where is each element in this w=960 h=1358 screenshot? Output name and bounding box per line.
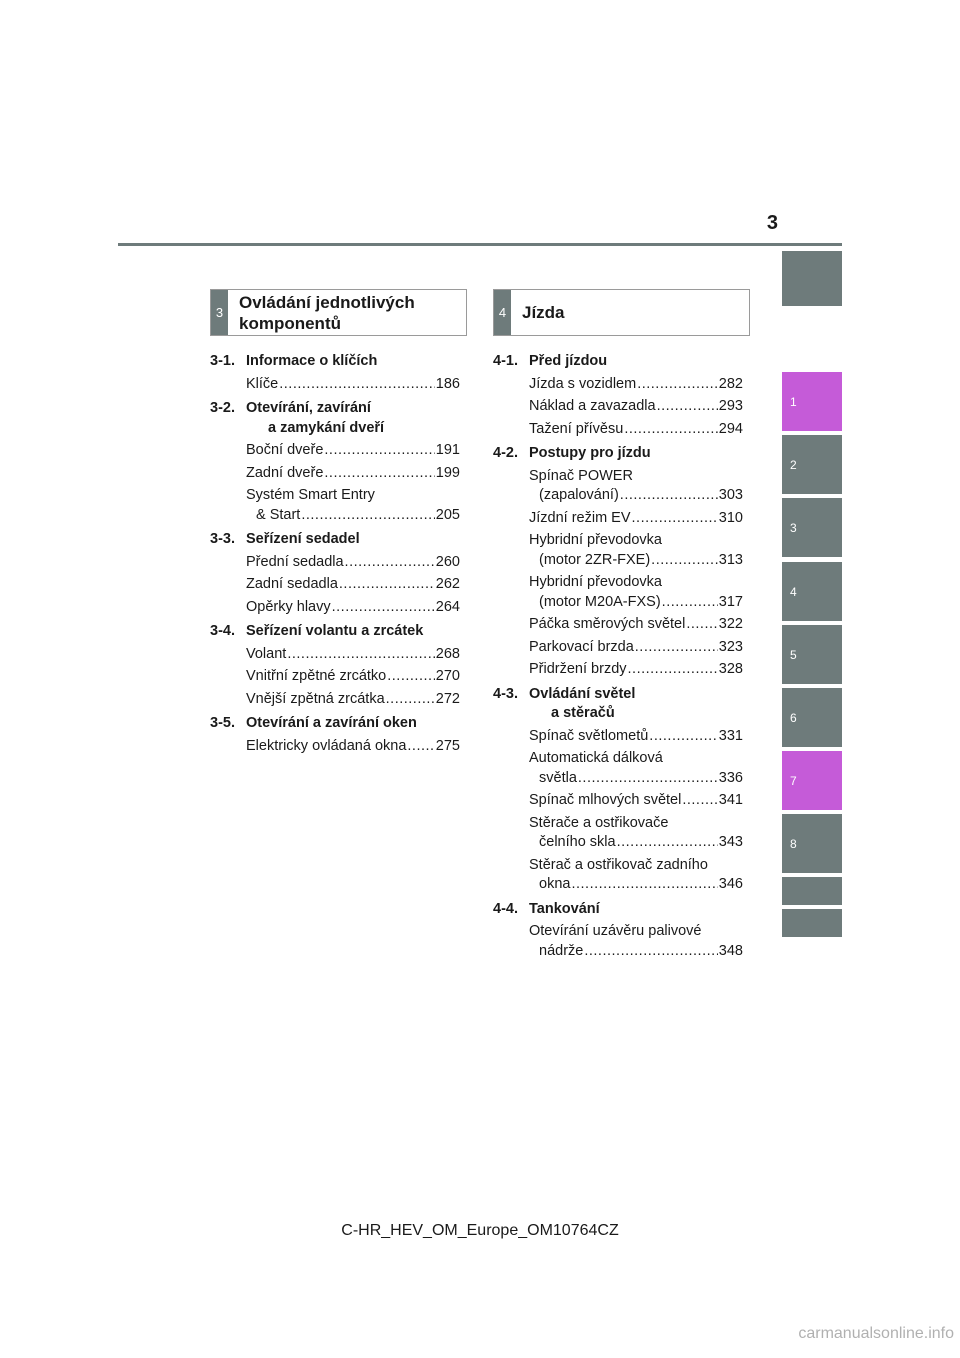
toc-column-4 xyxy=(493,352,743,966)
dot-leader xyxy=(324,441,434,461)
toc-entry-page: 303 xyxy=(718,487,743,503)
dot-leader xyxy=(279,375,435,395)
toc-group-title: Tankování xyxy=(529,900,600,917)
dot-leader xyxy=(324,464,434,484)
toc-entry-title: Hybridní převodovka xyxy=(529,574,662,590)
dot-leader xyxy=(686,615,717,635)
chapter-tab[interactable]: 1 xyxy=(782,372,842,431)
toc-entry-title: Spínač světlometů xyxy=(529,727,649,744)
toc-entry-title: Parkovací brzda xyxy=(529,638,634,655)
toc-group xyxy=(210,714,460,756)
toc-entry[interactable] xyxy=(529,749,743,788)
toc-entry[interactable] xyxy=(529,375,743,395)
toc-group-number: 3-1. xyxy=(210,353,235,369)
page-number: 3 xyxy=(766,212,778,234)
toc-entry-page: 282 xyxy=(718,375,743,392)
toc-entry[interactable] xyxy=(529,856,743,895)
chapter-tab[interactable]: 2 xyxy=(782,435,842,494)
toc-entry[interactable] xyxy=(529,660,743,680)
dot-leader xyxy=(657,397,718,417)
toc-group-heading[interactable] xyxy=(210,530,460,550)
toc-entry[interactable] xyxy=(246,645,460,665)
toc-entry-title: Zadní dveře xyxy=(246,464,324,481)
section-header-3 xyxy=(210,289,467,336)
dot-leader xyxy=(332,598,435,618)
toc-entry[interactable] xyxy=(246,690,460,710)
toc-entry-page: 199 xyxy=(435,464,460,481)
toc-entry-title: Automatická dálková xyxy=(529,750,663,766)
toc-entry-title: Klíče xyxy=(246,375,279,392)
toc-entry-page: 310 xyxy=(718,509,743,526)
section-number: 4 xyxy=(494,290,511,335)
toc-entry[interactable] xyxy=(246,737,460,757)
dot-leader xyxy=(662,593,718,613)
toc-entry[interactable] xyxy=(529,727,743,747)
chapter-tab[interactable] xyxy=(782,909,842,937)
toc-entry[interactable] xyxy=(529,615,743,635)
toc-group xyxy=(493,685,743,895)
toc-group xyxy=(493,352,743,439)
toc-entry[interactable] xyxy=(246,598,460,618)
toc-group-heading[interactable] xyxy=(493,444,743,464)
toc-group-heading[interactable] xyxy=(493,352,743,372)
toc-entry-page: 275 xyxy=(435,737,460,754)
toc-entry-title: Hybridní převodovka xyxy=(529,532,662,548)
toc-entry-title: Systém Smart Entry xyxy=(246,487,375,503)
toc-entry[interactable] xyxy=(529,509,743,529)
toc-entry-title: Volant xyxy=(246,645,287,662)
toc-group-number: 4-4. xyxy=(493,900,518,917)
toc-entry[interactable] xyxy=(529,573,743,612)
chapter-tab[interactable] xyxy=(782,877,842,905)
section-title: Ovládání jednotlivých komponentů xyxy=(239,292,415,333)
toc-entry-page: 343 xyxy=(718,834,743,850)
toc-group-heading[interactable] xyxy=(210,352,460,372)
toc-entry-title: Stěrač a ostřikovač zadního xyxy=(529,856,708,873)
toc-entry-title: Náklad a zavazadla xyxy=(529,398,656,414)
toc-group-number: 4-3. xyxy=(493,685,518,702)
toc-entry[interactable] xyxy=(246,441,460,461)
toc-group-title: Před jízdou xyxy=(529,353,608,369)
toc-entry-title: (motor M20A-FXS) xyxy=(539,593,661,610)
chapter-tab[interactable]: 5 xyxy=(782,625,842,684)
toc-entry-title: Elektricky ovládaná okna xyxy=(246,737,407,754)
chapter-tab[interactable]: 4 xyxy=(782,562,842,621)
toc-entry[interactable] xyxy=(529,638,743,658)
dot-leader xyxy=(287,645,434,665)
toc-entry[interactable] xyxy=(529,467,743,506)
toc-entry-title: Boční dveře xyxy=(246,442,324,458)
section-header-4 xyxy=(493,289,750,336)
toc-entry-title: Jízdní režim EV xyxy=(529,509,631,526)
toc-entry-title: čelního skla xyxy=(539,834,616,850)
toc-entry-page: 294 xyxy=(718,420,743,437)
toc-group-number: 3-3. xyxy=(210,531,235,547)
dot-leader xyxy=(635,638,718,658)
toc-entry[interactable] xyxy=(529,922,743,961)
toc-entry-title: Páčka směrových světel xyxy=(529,616,686,632)
toc-group xyxy=(493,444,743,680)
toc-entry-title: Stěrače a ostřikovače xyxy=(529,814,669,831)
toc-group xyxy=(210,352,460,394)
dot-leader xyxy=(301,506,434,526)
toc-column-3 xyxy=(210,352,460,761)
toc-entry[interactable] xyxy=(529,531,743,570)
header-rule xyxy=(118,243,842,246)
toc-entry-title: Přidržení brzdy xyxy=(529,661,627,677)
toc-entry-title: Přední sedadla xyxy=(246,553,344,570)
section-title: Jízda xyxy=(522,303,565,322)
toc-entry-title: (zapalování) xyxy=(539,487,619,503)
dot-leader xyxy=(345,553,435,573)
toc-entry-title: Zadní sedadla xyxy=(246,576,338,592)
toc-group-heading[interactable] xyxy=(210,399,460,438)
toc-entry[interactable] xyxy=(246,553,460,573)
toc-group-title: Otevírání, zavírání a zamykání dveří xyxy=(246,400,385,436)
toc-entry[interactable] xyxy=(529,397,743,417)
toc-entry[interactable] xyxy=(246,464,460,484)
toc-entry-title: okna xyxy=(539,876,571,892)
dot-leader xyxy=(578,769,718,789)
toc-entry-page: 313 xyxy=(718,551,743,568)
toc-group-title: Seřízení sedadel xyxy=(246,531,360,547)
toc-group xyxy=(210,530,460,617)
document-code: C-HR_HEV_OM_Europe_OM10764CZ xyxy=(341,1222,619,1239)
dot-leader xyxy=(628,660,718,680)
toc-entry-title: Tažení přívěsu xyxy=(529,420,624,437)
dot-leader xyxy=(651,551,718,571)
toc-entry-page: 191 xyxy=(435,442,460,458)
toc-entry[interactable] xyxy=(246,667,460,687)
toc-entry[interactable] xyxy=(529,791,743,811)
toc-entry-page: 205 xyxy=(435,506,460,523)
toc-group xyxy=(210,622,460,709)
dot-leader xyxy=(584,942,717,962)
toc-entry-page: 293 xyxy=(718,398,743,414)
dot-leader xyxy=(386,690,435,710)
toc-group-heading[interactable] xyxy=(493,685,743,724)
toc-group-number: 3-5. xyxy=(210,715,235,731)
toc-entry-title: Spínač POWER xyxy=(529,467,633,484)
dot-leader xyxy=(339,575,435,595)
toc-group-title: Ovládání světel a stěračů xyxy=(529,685,636,721)
toc-entry-title: (motor 2ZR-FXE) xyxy=(539,551,651,568)
toc-entry-page: 262 xyxy=(435,576,460,592)
toc-entry[interactable] xyxy=(529,814,743,853)
toc-entry-title: nádrže xyxy=(539,942,584,959)
toc-entry-page: 348 xyxy=(718,942,743,959)
toc-group-heading[interactable] xyxy=(493,900,743,920)
toc-entry-title: světla xyxy=(539,769,577,786)
dot-leader xyxy=(682,791,717,811)
chapter-tab[interactable] xyxy=(782,251,842,306)
toc-entry-title: Opěrky hlavy xyxy=(246,598,331,615)
toc-entry-page: 186 xyxy=(435,375,460,392)
toc-entry-page: 323 xyxy=(718,638,743,655)
toc-entry-title: Jízda s vozidlem xyxy=(529,375,637,392)
toc-group-heading[interactable] xyxy=(210,622,460,642)
toc-entry[interactable] xyxy=(246,375,460,395)
toc-group-number: 3-4. xyxy=(210,623,235,639)
toc-group-title: Otevírání a zavírání oken xyxy=(246,715,417,731)
chapter-tab[interactable]: 8 xyxy=(782,814,842,873)
toc-group-title: Postupy pro jízdu xyxy=(529,445,651,461)
toc-group-title: Seřízení volantu a zrcátek xyxy=(246,623,424,639)
toc-entry-title: & Start xyxy=(256,506,301,523)
chapter-tab[interactable]: 7 xyxy=(782,751,842,810)
dot-leader xyxy=(637,375,718,395)
toc-group xyxy=(210,399,460,525)
toc-entry-page: 268 xyxy=(435,645,460,662)
toc-group-heading[interactable] xyxy=(210,714,460,734)
toc-entry[interactable] xyxy=(246,486,460,525)
section-number: 3 xyxy=(211,290,228,335)
toc-entry-page: 270 xyxy=(435,668,460,684)
toc-entry[interactable] xyxy=(529,420,743,440)
dot-leader xyxy=(407,737,434,757)
dot-leader xyxy=(649,727,718,747)
toc-entry-page: 331 xyxy=(718,727,743,744)
dot-leader xyxy=(387,667,435,687)
toc-entry-title: Vnější zpětná zrcátka xyxy=(246,690,385,707)
watermark: carmanualsonline.info xyxy=(798,1325,954,1342)
toc-entry-title: Spínač mlhových světel xyxy=(529,792,682,808)
toc-entry[interactable] xyxy=(246,575,460,595)
chapter-tab[interactable]: 6 xyxy=(782,688,842,747)
toc-entry-page: 272 xyxy=(435,690,460,707)
dot-leader xyxy=(624,420,717,440)
dot-leader xyxy=(620,486,718,506)
toc-entry-page: 264 xyxy=(435,598,460,615)
chapter-tab[interactable]: 3 xyxy=(782,498,842,557)
dot-leader xyxy=(571,875,717,895)
toc-entry-title: Otevírání uzávěru palivové xyxy=(529,923,702,939)
toc-entry-page: 322 xyxy=(718,616,743,632)
toc-entry-page: 341 xyxy=(718,792,743,808)
toc-entry-page: 346 xyxy=(718,876,743,892)
toc-group-number: 4-2. xyxy=(493,445,518,461)
dot-leader xyxy=(632,509,718,529)
toc-group-number: 3-2. xyxy=(210,400,235,416)
toc-entry-page: 317 xyxy=(718,593,743,610)
toc-group-title: Informace o klíčích xyxy=(246,353,378,369)
toc-entry-page: 336 xyxy=(718,769,743,786)
toc-entry-title: Vnitřní zpětné zrcátko xyxy=(246,668,387,684)
toc-entry-page: 260 xyxy=(435,553,460,570)
toc-entry-page: 328 xyxy=(718,661,743,677)
toc-group-number: 4-1. xyxy=(493,353,518,369)
toc-group xyxy=(493,900,743,962)
dot-leader xyxy=(617,833,718,853)
